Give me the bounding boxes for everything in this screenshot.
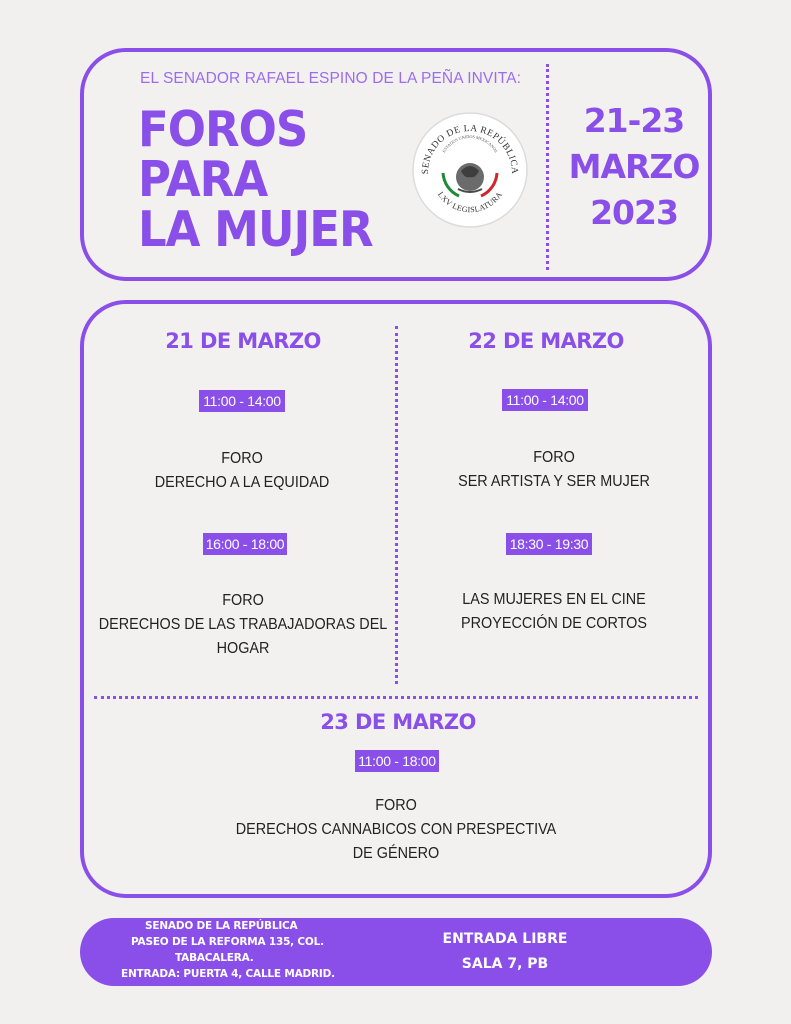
invitation-text: EL SENADOR RAFAEL ESPINO DE LA PEÑA INVITA: [140,70,522,87]
day-1-title: 21 DE MARZO [165,329,321,353]
day-2-event-2: LAS MUJERES EN EL CINE PROYECCIÓN DE CORTOS [461,591,647,632]
event-title-line-1: FOROS [138,100,308,158]
day-3-title: 23 DE MARZO [320,710,476,734]
dates-month: MARZO [568,147,700,186]
footer-bar [80,918,712,986]
dates-year: 2023 [590,193,678,232]
dates-range: 21-23 [583,101,685,140]
senate-seal-logo [411,111,529,229]
day-3-event-1: FORO DERECHOS CANNABICOS CON PRESPECTIVA DE GÉNERO [235,797,557,862]
header-card [80,48,712,281]
event-title-line-2: PARA [138,150,268,208]
day-1-event-1: FORO DERECHO A LA EQUIDAD [154,450,330,491]
day-1-event-2: FORO DERECHOS DE LAS TRABAJADORAS DEL HOGAR [98,592,388,657]
day-3-event-1-time: 11:00 - 18:00 [355,750,439,772]
schedule-card [80,300,712,898]
svg-text:LXV LEGISLATURA: LXV LEGISLATURA [435,190,505,215]
header-divider [546,64,549,270]
day-1-event-2-time: 16:00 - 18:00 [203,533,287,555]
day-2-title: 22 DE MARZO [468,329,624,353]
day-2-event-2-time: 18:30 - 19:30 [506,533,592,555]
svg-text:ESTADOS UNIDOS MEXICANOS: ESTADOS UNIDOS MEXICANOS [441,133,499,154]
address-line-4: ENTRADA: PUERTA 4, CALLE MADRID. [121,968,335,980]
svg-text:SENADO DE LA REPÚBLICA: SENADO DE LA REPÚBLICA [420,123,520,175]
column-divider [395,326,398,684]
address-line-2: PASEO DE LA REFORMA 135, COL. [131,936,324,948]
row-divider [94,696,698,699]
day-2-event-1: FORO SER ARTISTA Y SER MUJER [458,449,650,490]
free-entry-text: ENTRADA LIBRE [442,931,568,947]
address-line-3: TABACALERA. [175,952,254,964]
day-2-event-1-time: 11:00 - 14:00 [502,389,588,411]
day-1-event-1-time: 11:00 - 14:00 [199,390,285,412]
room-text: SALA 7, PB [461,956,549,972]
address-line-1: SENADO DE LA REPÚBLICA [145,920,298,932]
event-title-line-3: LA MUJER [138,200,373,258]
